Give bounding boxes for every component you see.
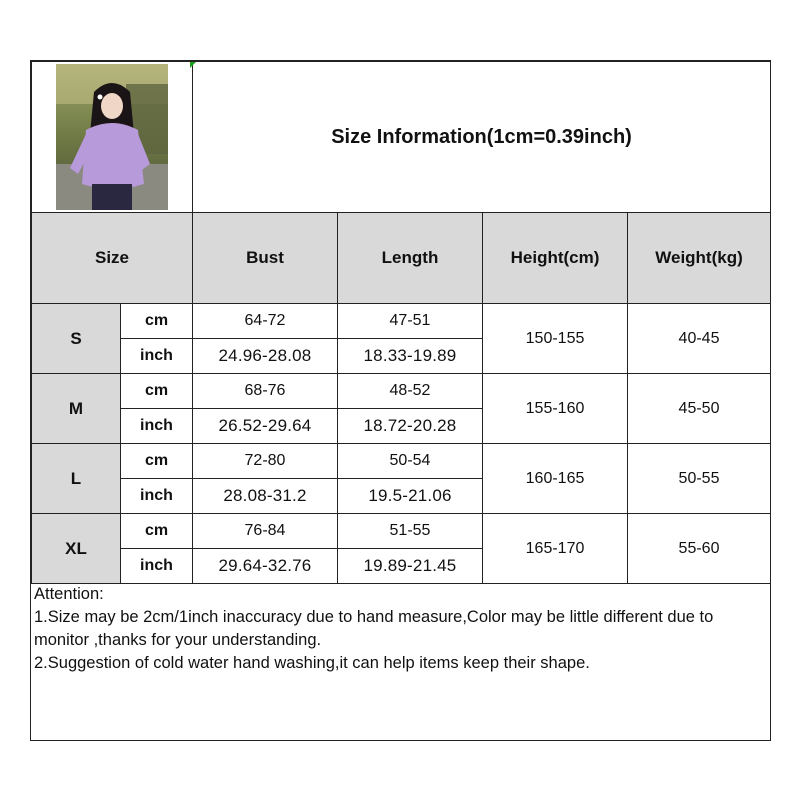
bust-cm: 64-72 [193,304,338,339]
unit-cm: cm [121,304,193,339]
bust-cm: 68-76 [193,374,338,409]
weight-range: 40-45 [628,304,771,374]
size-label: L [32,444,121,514]
bust-inch: 28.08-31.2 [193,479,338,514]
size-table [31,61,771,584]
length-cm: 47-51 [338,304,483,339]
length-inch: 19.89-21.45 [338,549,483,584]
height-range: 155-160 [483,374,628,444]
height-range: 160-165 [483,444,628,514]
attention-notes [34,583,764,675]
length-cm: 48-52 [338,374,483,409]
corner-mark [190,62,196,68]
length-inch: 19.5-21.06 [338,479,483,514]
col-header-height: Height(cm) [483,213,628,304]
size-info-title: Size Information(1cm=0.39inch) [193,62,771,213]
unit-inch: inch [121,409,193,444]
unit-inch: inch [121,549,193,584]
table-row [32,444,771,479]
table-row [32,304,771,339]
unit-inch: inch [121,339,193,374]
weight-range: 50-55 [628,444,771,514]
length-inch: 18.72-20.28 [338,409,483,444]
size-label: S [32,304,121,374]
notes-line-2: 2.Suggestion of cold water hand washing,it can help items keep their shape. [34,654,590,672]
col-header-length: Length [338,213,483,304]
product-photo-cell [32,62,193,213]
notes-heading: Attention: [34,585,104,603]
product-photo [56,64,168,210]
unit-inch: inch [121,479,193,514]
weight-range: 55-60 [628,514,771,584]
length-inch: 18.33-19.89 [338,339,483,374]
bust-inch: 26.52-29.64 [193,409,338,444]
bust-inch: 29.64-32.76 [193,549,338,584]
table-row [32,374,771,409]
table-row [32,514,771,549]
unit-cm: cm [121,444,193,479]
weight-range: 45-50 [628,374,771,444]
size-chart-sheet [30,60,771,741]
height-range: 165-170 [483,514,628,584]
unit-cm: cm [121,514,193,549]
notes-line-1: 1.Size may be 2cm/1inch inaccuracy due to hand measure,Color may be little different due to monitor ,thanks for your understanding. [34,608,714,649]
col-header-weight: Weight(kg) [628,213,771,304]
unit-cm: cm [121,374,193,409]
length-cm: 50-54 [338,444,483,479]
length-cm: 51-55 [338,514,483,549]
size-label: M [32,374,121,444]
bust-cm: 76-84 [193,514,338,549]
col-header-bust: Bust [193,213,338,304]
bust-inch: 24.96-28.08 [193,339,338,374]
height-range: 150-155 [483,304,628,374]
col-header-size: Size [32,213,193,304]
bust-cm: 72-80 [193,444,338,479]
size-label: XL [32,514,121,584]
